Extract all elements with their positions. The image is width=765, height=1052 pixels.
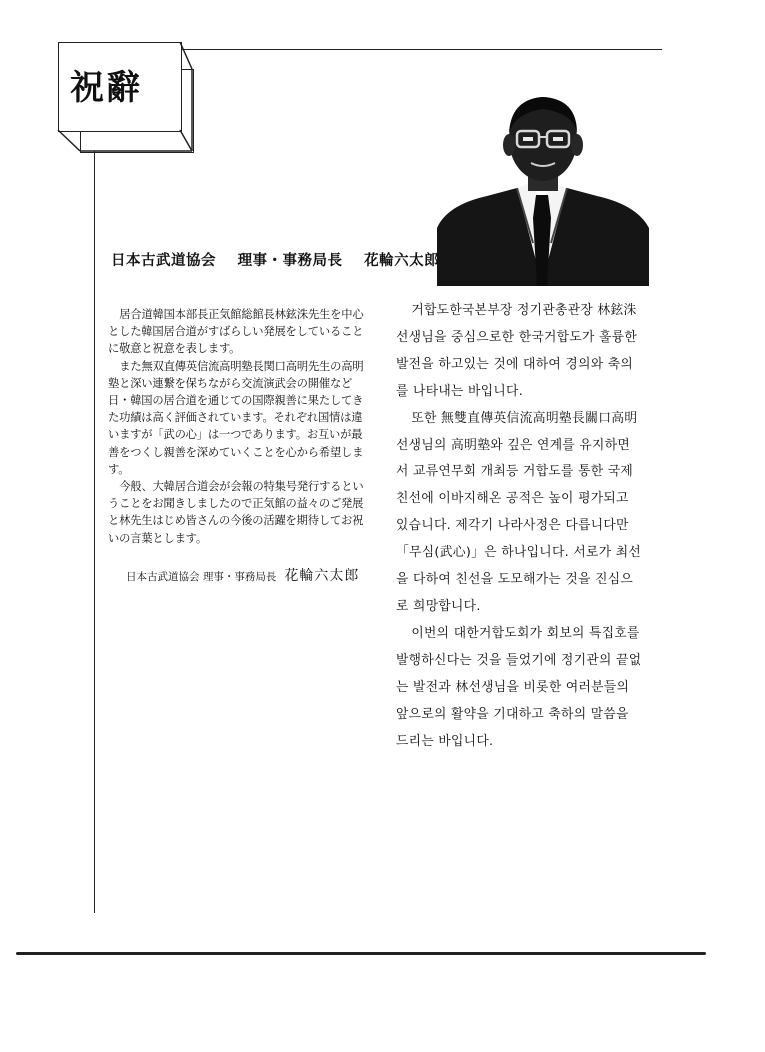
byline-organization: 日本古武道協会 [111,253,216,269]
korean-message [396,298,642,755]
ko-paragraph-2: 또한 無雙直傳英信流高明塾長關口高明 선생님의 高明塾와 깊은 연계를 유지하면서 교류연무회 개최등 거합도를 통한 국제친선에 이바지해온 공적은 높이 평가되고 있습니다. 제각기 나라사정은 다릅니다만「무심(武心)」은 하나입니다. 서로가 최선을 다하여 친선을 도모해가는 것을 진심으로 희망합니다. [396,410,642,614]
byline-position: 理事・事務局長 [237,253,343,269]
left-margin-rule [94,151,95,913]
signature-org: 日本古武道協会 理事・事務局長 [126,571,277,583]
jp-paragraph-2: また無双直傳英信流高明塾長関口高明先生の高明塾と深い連繋を保ちながら交流演武会の開催など日・韓国の居合道を通じての国際親善に果たしてきた功績は高く評価されています。それぞれ国情は違いますが「武の心」は一つであります。お互いが最善をつくし親善を深めていくことを心から希望します。 [108,359,364,476]
bottom-rule [16,952,706,955]
page-title: 祝辭 [70,68,142,108]
portrait-photo [437,93,649,286]
ko-paragraph-3: 이번의 대한거합도회가 회보의 특집호를 발행하신다는 것을 들었기에 정기관의 끝없는 발전과 林선생님을 비롯한 여러분들의 앞으로의 활약을 기대하고 축하의 말씀을 드리는 바입니다. [396,625,642,749]
japanese-signature [126,565,366,585]
portrait-image [437,93,649,286]
jp-paragraph-1: 居合道韓国本部長正気館総館長林鉉洙先生を中心とした韓国居合道がすばらしい発展をしていることに敬意と祝意を表します。 [108,308,364,356]
jp-paragraph-3: 今般、大韓居合道会が会報の特集号発行するということをお聞きしましたので正気館の益々のご発展と林先生はじめ皆さんの今後の活躍を期待してお祝いの言葉とします。 [108,480,364,545]
signature-name: 花輪六太郎 [284,568,360,584]
ko-paragraph-1: 거합도한국본부장 정기관총관장 林鉉洙 선생님을 중심으로한 한국거합도가 훌륭한 발전을 하고있는 것에 대하여 경의와 축의를 나타내는 바입니다. [396,303,638,399]
byline-name: 花輪六太郎 [364,253,440,269]
japanese-message [108,306,370,547]
author-byline [111,249,455,270]
